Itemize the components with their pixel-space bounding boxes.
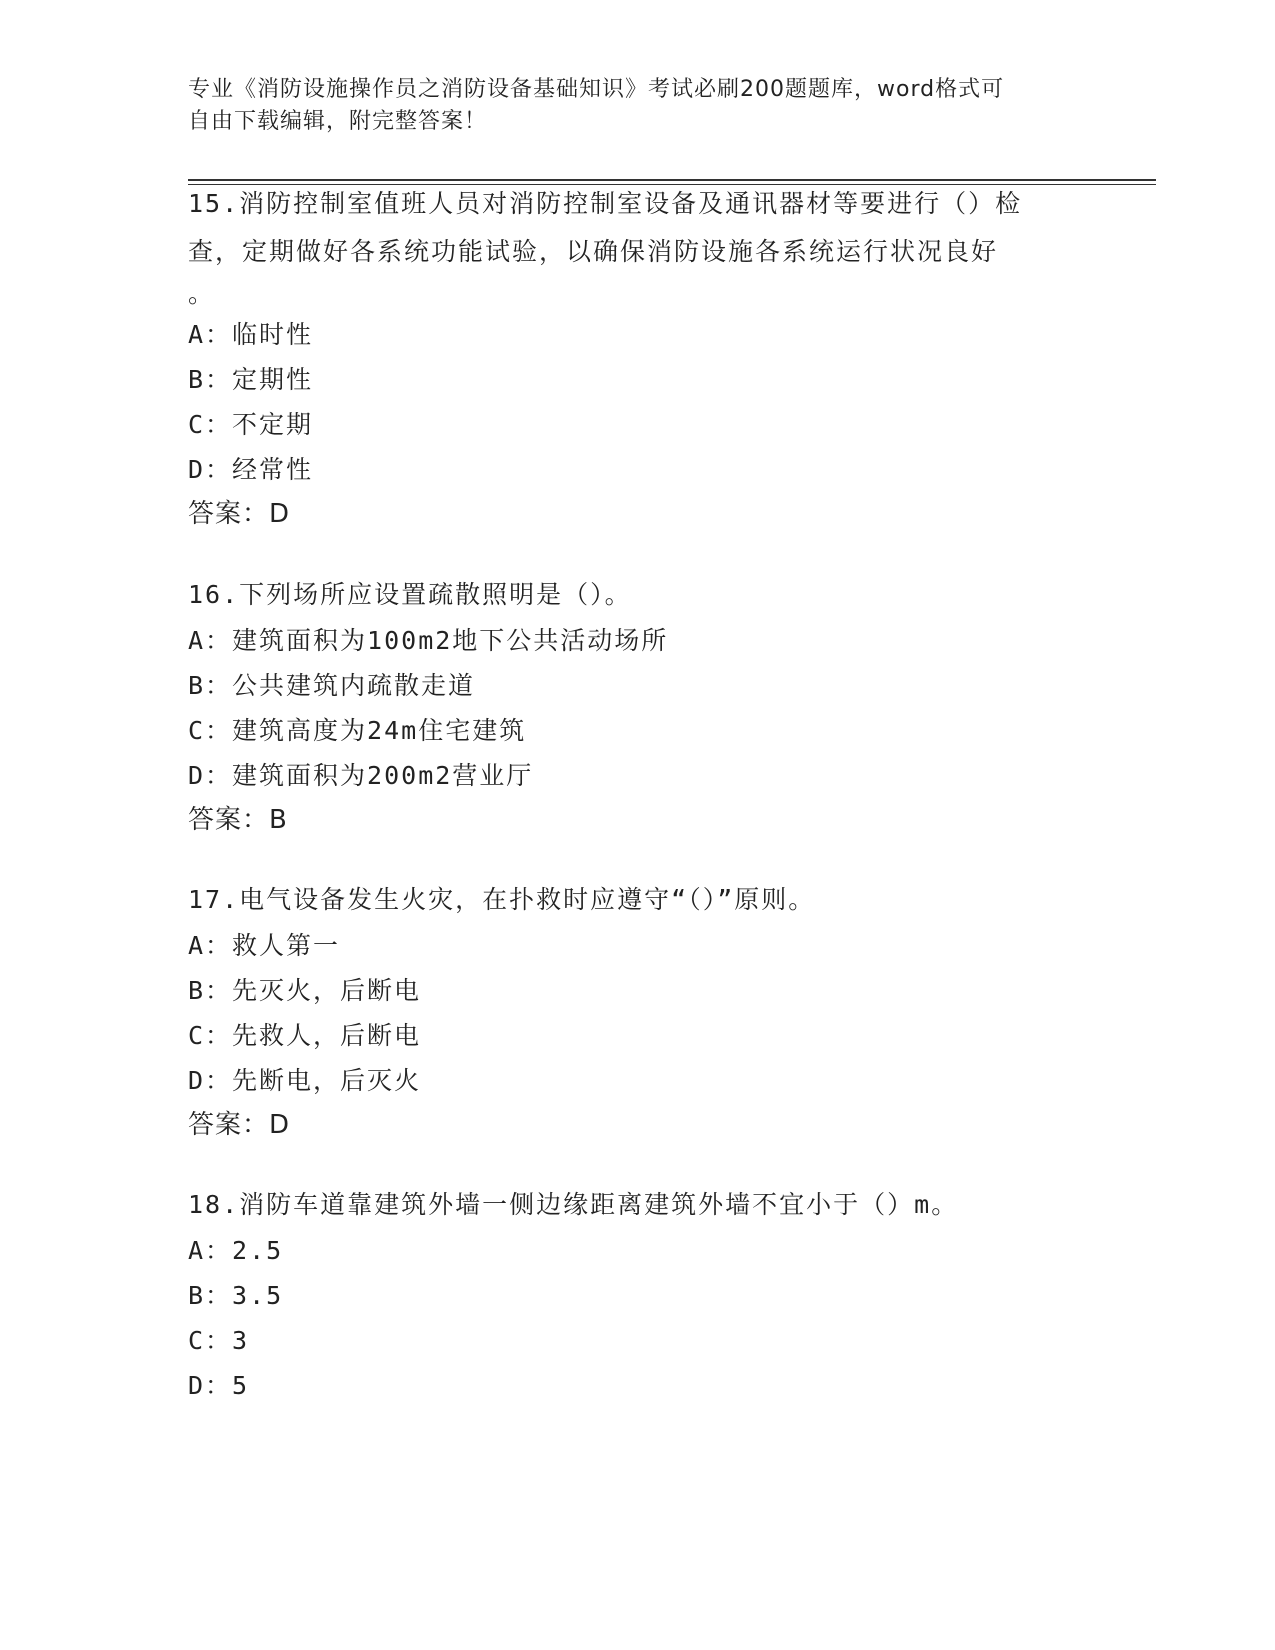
question-stem-line: 15.消防控制室值班人员对消防控制室设备及通讯器材等要进行（）检 <box>188 189 1023 218</box>
question-18 <box>188 1182 1088 1408</box>
option-c: C：不定期 <box>188 410 314 439</box>
option-c: C：先救人，后断电 <box>188 1021 422 1050</box>
option-d: D：先断电，后灭火 <box>188 1066 422 1095</box>
option-b: B：先灭火，后断电 <box>188 976 422 1005</box>
option-a: A：救人第一 <box>188 931 341 960</box>
header-line-2: 自由下载编辑，附完整答案！ <box>188 109 488 134</box>
option-b: B：3.5 <box>188 1281 284 1310</box>
option-b: B：公共建筑内疏散走道 <box>188 671 476 700</box>
option-a: A：建筑面积为100m2地下公共活动场所 <box>188 626 669 655</box>
question-17 <box>188 877 1088 1148</box>
question-stem-line: 17.电气设备发生火灾，在扑救时应遵守“（）”原则。 <box>188 885 816 914</box>
option-c: C：建筑高度为24m住宅建筑 <box>188 716 527 745</box>
answer: 答案：D <box>188 1110 291 1140</box>
option-a: A：2.5 <box>188 1236 284 1265</box>
question-15 <box>188 180 1088 537</box>
header-line-1: 专业《消防设施操作员之消防设备基础知识》考试必刷200题题库，word格式可 <box>188 77 1005 102</box>
question-stem-line: 16.下列场所应设置疏散照明是（）。 <box>188 580 632 609</box>
document-header <box>188 74 1088 138</box>
answer: 答案：D <box>188 499 291 529</box>
option-d: D：经常性 <box>188 455 314 484</box>
option-a: A：临时性 <box>188 320 314 349</box>
option-c: C：3 <box>188 1326 250 1355</box>
option-d: D：建筑面积为200m2营业厅 <box>188 761 534 790</box>
option-b: B：定期性 <box>188 365 314 394</box>
option-d: D：5 <box>188 1371 250 1400</box>
question-stem-line: 18.消防车道靠建筑外墙一侧边缘距离建筑外墙不宜小于（）m。 <box>188 1190 959 1219</box>
answer: 答案：B <box>188 805 288 835</box>
question-16 <box>188 572 1088 843</box>
question-stem-line: 查，定期做好各系统功能试验，以确保消防设施各系统运行状况良好 <box>188 237 999 266</box>
question-stem-line: 。 <box>188 279 216 308</box>
